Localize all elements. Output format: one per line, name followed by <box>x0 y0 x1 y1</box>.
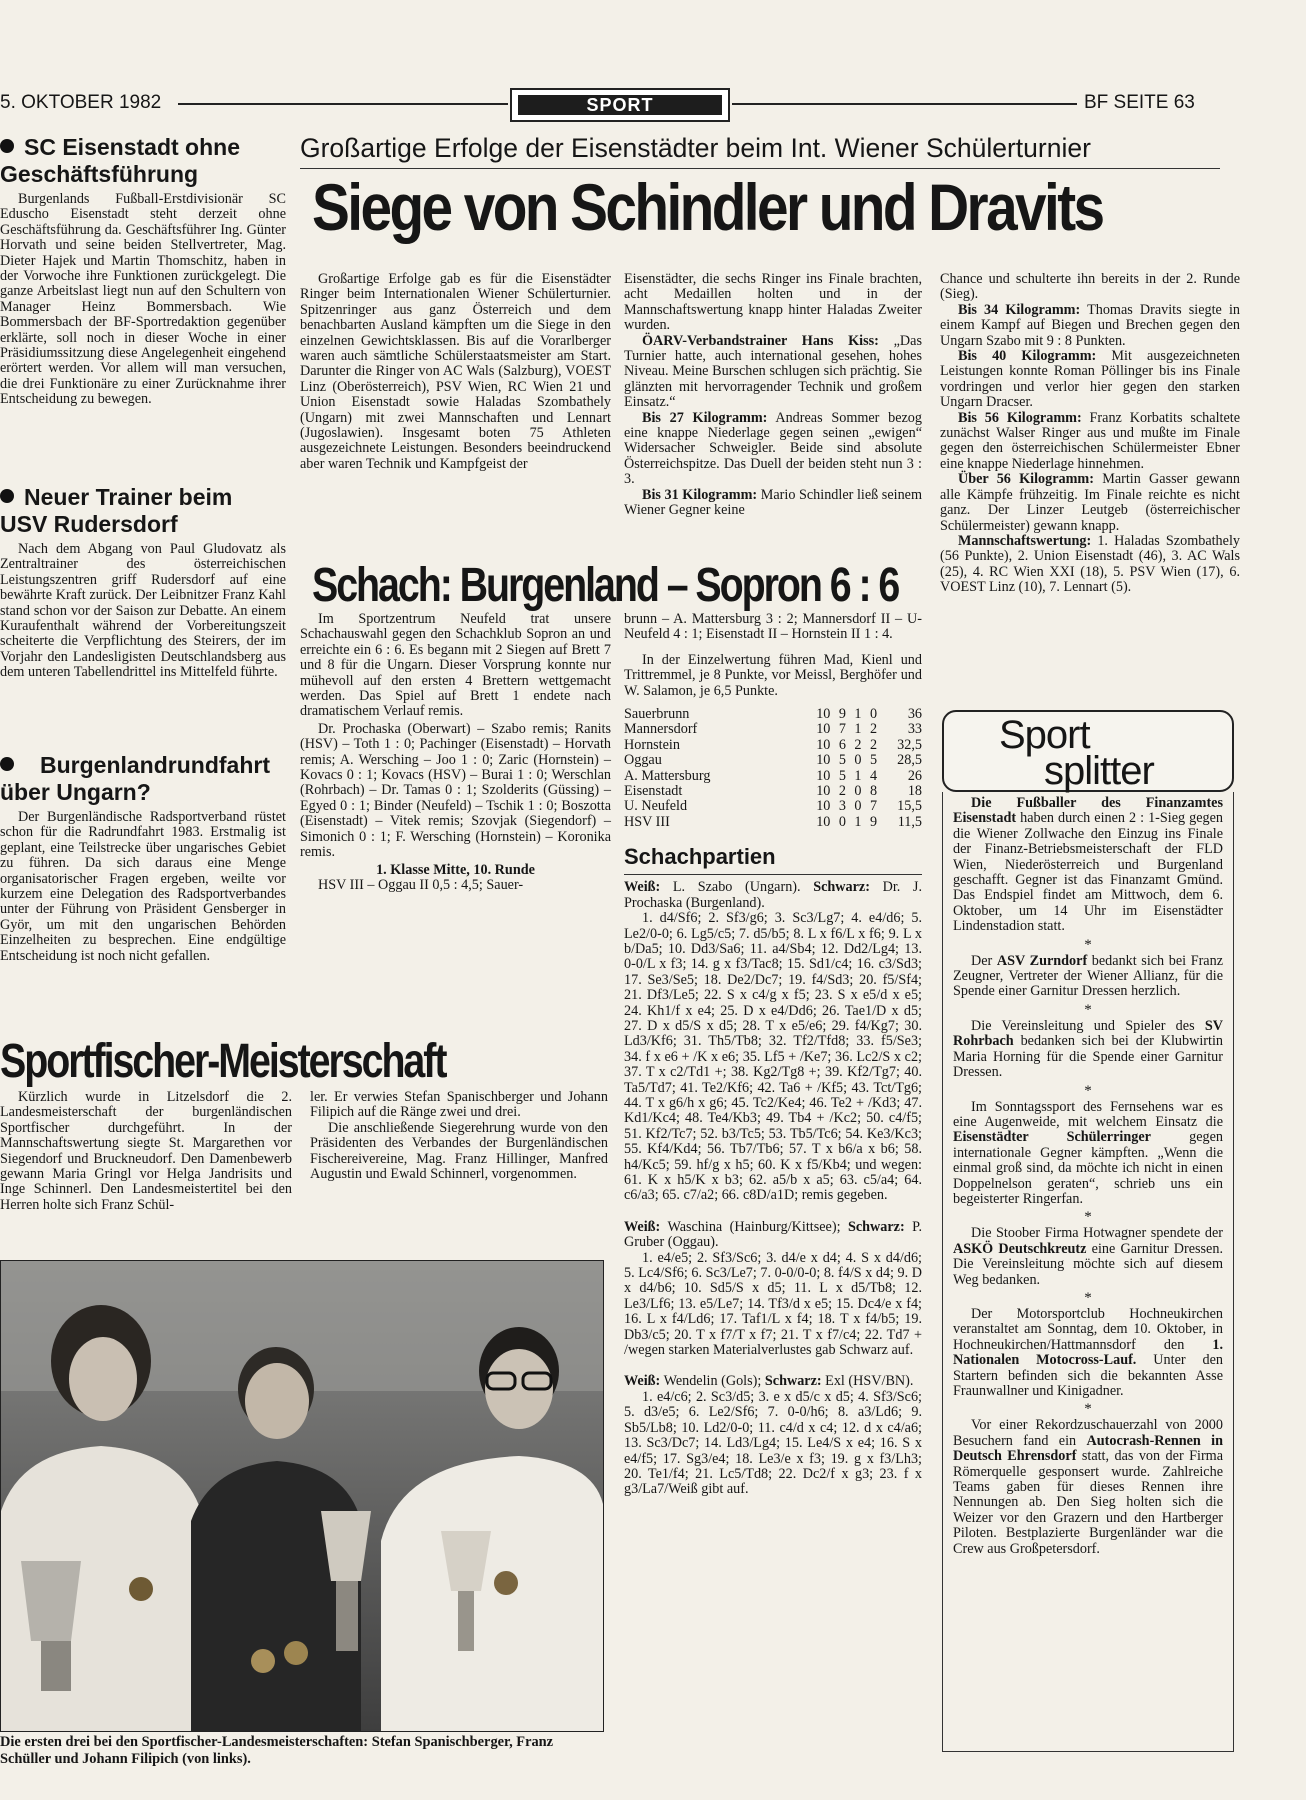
page-number: BF SEITE 63 <box>1084 92 1195 113</box>
standings-wins: 0 <box>838 813 846 830</box>
article-usv-rudersdorf <box>0 484 286 681</box>
star-separator: * <box>1084 1289 1092 1306</box>
standings-games: 10 <box>816 706 831 723</box>
standings-games: 10 <box>816 783 831 800</box>
star-separator: * <box>1084 1001 1092 1018</box>
standings-points: 15,5 <box>897 798 922 815</box>
standings-points: 11,5 <box>897 813 922 830</box>
schach-col-2 <box>624 612 922 1498</box>
ringer-col-3 <box>940 272 1240 596</box>
standings-row <box>624 753 922 768</box>
schach-col-1 <box>300 612 611 893</box>
standings-wins: 3 <box>838 798 846 815</box>
standings-row <box>624 769 922 784</box>
subheadline-rule <box>300 168 1220 169</box>
standings-draws: 0 <box>854 783 862 800</box>
sportsplitter-logo <box>942 710 1234 792</box>
sportfischer-headline: Sportfischer-Meisterschaft <box>0 1035 446 1088</box>
standings-row <box>624 784 922 799</box>
photo-illustration <box>1 1261 604 1732</box>
splitter-item: Die Stoober Firma Hotwagner spendete der ASKÖ Deutschkreutz eine Garnitur Dressen. Die Vereinsleitung möchte sich auf diesem Weg bedanken. <box>953 1225 1223 1288</box>
standings-row <box>624 707 922 722</box>
standings-wins: 2 <box>838 783 846 800</box>
standings-points: 36 <box>907 706 922 723</box>
issue-date: 5. OKTOBER 1982 <box>0 92 162 113</box>
splitter-item: Die Vereinsleitung und Spieler des SV Rohrbach bedanken sich bei der Klubwirtin Maria Horning für die Spende einer Garnitur Dressen. <box>953 1017 1224 1081</box>
standings-team: Eisenstadt <box>624 783 683 800</box>
ringer-text: Eisenstädter, die sechs Ringer ins Finale brachten, acht Medaillen holten und in der Mannschaftswertung knapp hinter Haladas Zweiter wurden. <box>624 271 922 334</box>
standings-losses: 8 <box>869 783 878 800</box>
sportfischer-text: ler. Er verwies Stefan Spanischberger und Johann Filipich auf die Ränge zwei und drei. <box>310 1089 608 1121</box>
sportfischer-col-1 <box>0 1090 292 1213</box>
standings-games: 10 <box>816 721 831 738</box>
header-rule-right <box>732 103 1077 105</box>
article-radrundfahrt <box>0 752 286 964</box>
star-separator: * <box>1084 1401 1092 1418</box>
standings-points: 32,5 <box>897 736 922 753</box>
game-3-moves: 1. e4/c6; 2. Sc3/d5; 3. e x d5/c x d5; 4. Sf3/Sc6; 5. d3/e5; 6. Le2/Sf6; 7. 0-0/h6; 8. a3/Ld6; 9. Sb5/Lb8; 10. Ld2/0-0; 11. c4/d x c4; 12. d x c4/a6; 13. Sc3/Dc7; 14. Ld3/Lg4; 15. Le4/S x e4; 16. S x e4/f5; 17. Sg3/e4; 18. Le3/e x f3; 19. g x f3/Lh3; 20. Te1/f4; 21. Lc5/Td8; 22. Dc2/f x g3; 23. f x g3/La7/Weiß gibt auf. <box>624 1388 922 1498</box>
standings-row <box>624 815 922 830</box>
standings-team: U. Neufeld <box>624 798 688 815</box>
star-separator: * <box>1084 1209 1092 1226</box>
standings-row <box>624 738 922 753</box>
sportsplitter-title-1: Sport <box>999 713 1090 757</box>
game-1-header: Weiß: L. Szabo (Ungarn). Schwarz: Dr. J. Prochaska (Burgenland). <box>624 879 923 911</box>
schach-headline: Schach: Burgenland – Sopron 6 : 6 <box>312 559 899 612</box>
article-title: Burgenlandrundfahrt über Ungarn? <box>0 752 270 805</box>
standings-wins: 5 <box>838 767 846 784</box>
bullet-icon <box>0 489 14 503</box>
schach-results: Dr. Prochaska (Oberwart) – Szabo remis; Ranits (HSV) – Toth 1 : 0; Pachinger (Eisenstadt) – Horvath remis; A. Wersching – Joo 1 : 0; Zaric (Hornstein) – Kovacs 0 : 1; Kovacs (HSV) – Burai 1 : 0; Werschlan (Rohrbach) – Dr. Tamas 0 : 1; Szolderits (Güssing) – Egyed 0 : 1; Binder (Neufeld) – Tschik 1 : 0; Boszotta (Eisenstadt) – Vitek remis; Szovjak (Siegendorf) – Simonich 0 : 1; F. Wersching (Hornstein) – Koronika remis. <box>300 720 611 861</box>
bullet-icon <box>0 139 14 153</box>
star-separator: * <box>1084 1082 1092 1099</box>
standings-games: 10 <box>816 798 831 815</box>
ringer-class-34: Bis 34 Kilogramm: Thomas Dravits siegte in einem Kampf auf Biegen und Brechen gegen den Ungarn Szabo mit 9 : 8 Punkten. <box>940 301 1240 349</box>
standings-points: 28,5 <box>897 752 922 769</box>
article-sc-eisenstadt <box>0 134 286 408</box>
splitter-item: Im Sonntagssport des Fernsehens war es eine Augenweide, mit welchem Einsatz die Eisenstädter Schülerringer gegen internationale Gegner kämpften. „Wenn die einmal groß sind, da möchte ich nicht in einen Doppelnelson geraten“, schrieb uns ein begeisterter Ringerfan. <box>953 1098 1223 1207</box>
sportsplitter-title-2: splitter <box>1044 749 1154 793</box>
standings-wins: 5 <box>838 752 846 769</box>
standings-points: 26 <box>907 767 922 784</box>
schach-round-title: 1. Klasse Mitte, 10. Runde <box>376 861 535 878</box>
sportfischer-text: Kürzlich wurde in Litzelsdorf die 2. Landesmeisterschaft der burgenländischen Sportfischer durchgeführt. In der Mannschaftswertung siegte St. Margarethen vor Siegendorf und Bruckneudorf. Den Damenbewerb gewann Maria Gringl vor Helga Jandrisits und Inge Schinnerl. Den Landesmeistertitel bei den Herren holte sich Franz Schül- <box>0 1089 292 1213</box>
schach-round-results-cont: brunn – A. Mattersburg 3 : 2; Mannersdorf II – U-Neufeld 4 : 1; Eisenstadt II – Hornstein II 1 : 4. <box>624 611 922 643</box>
section-label: SPORT <box>518 95 722 115</box>
splitter-item: Der Motorsportclub Hochneukirchen veranstaltet am Sonntag, dem 10. Oktober, in Hochneukirchen/Hattmannsdorf den 1. Nationalen Motocross-Lauf. Unter den Startern befinden sich die bekannten Asse Fraunwallner und Kinigadner. <box>953 1305 1223 1399</box>
ringer-class-over-56: Über 56 Kilogramm: Martin Gasser gewann alle Kämpfe frühzeitig. Im Finale reichte es nicht ganz. Der Linzer Leutgeb (österreichischer Schülermeister) gewann knapp. <box>940 471 1241 534</box>
ringer-col-2 <box>624 272 922 519</box>
standings-games: 10 <box>816 736 831 753</box>
ringer-team-ranking: Mannschaftswertung: 1. Haladas Szombathely (56 Punkte), 2. Union Eisenstadt (46), 3. AC Wals (25), 4. RC Wien XXI (18), 5. PSV Wien (17), 6. VOEST Linz (10), 7. Lennart (5). <box>940 532 1240 596</box>
standings-games: 10 <box>816 813 831 830</box>
standings-team: Oggau <box>624 752 662 769</box>
standings-draws: 1 <box>854 706 862 723</box>
star-separator: * <box>1084 936 1092 953</box>
schach-text: Im Sportzentrum Neufeld trat unsere Schachauswahl gegen den Schachklub Sopron an und erreichte ein 6 : 6. Es begann mit 2 Siegen auf Brett 7 und 8 für die Ungarn. Dieser Vorsprung konnte nur mühevoll auf den ersten 4 Brettern wettgemacht werden. Das Spiel auf Brett 1 endete nach dramatischem Verlauf remis. <box>300 611 611 720</box>
game-1-moves: 1. d4/Sf6; 2. Sf3/g6; 3. Sc3/Lg7; 4. e4/d6; 5. Le2/0-0; 6. Lg5/c5; 7. d5/b5; 8. L x f6/L x f6; 9. L x b/Da5; 10. Dd3/Sa6; 11. a4/Sb4; 12. Dd2/Lg4; 13. 0-0/L x f3; 14. g x f3/Tac8; 15. Sd1/c4; 16. c3/Sd3; 17. Se3/Se5; 18. De2/Dc7; 19. f4/Sd3; 20. f5/Sf4; 21. Df3/Le5; 22. S x c4/g x f5; 23. S x e5/d x e5; 24. Kh1/f x e4; 25. D x e4/Dd6; 26. Tae1/D x d5; 27. D x d5/S x d5; 28. T x e5/e6; 29. f4/Kg7; 30. Ld3/Kf6; 31. Th5/Tb8; 32. Tf2/Tfd8; 33. f5/Se3; 34. f x e6 + /K x e6; 35. Lf5 + /Ke7; 36. Lc2/S x c2; 37. T x c2/Td1 +; 38. Kg2/Tg8 +; 39. Kf2/Tg7; 40. Ta5/Td7; 41. Te2/Kf6; 42. Ta6 + /Kf5; 43. Tct/Tg6; 44. T x g6/h x g6; 45. Tc2/Ke4; 46. Te2 + /Kd3; 47. Kd1/Kc4; 48. Te4/Kb3; 49. Tb4 + /Kc2; 50. c4/f5; 51. Kf2/Tc7; 52. b3/Tc5; 53. Tb5/Tc6; 54. Ke3/Kc3; 55. Kf4/Kd4; 56. Tb7/Tb6; 57. T x b6/a x b6; 58. h4/Kc5; 59. hf/g x h5; 60. K x f5/Kb4; und wegen: 61. K x h5/K x b3; 62. a5/b x a5; 63. c5/a4; 64. c6/a3; 65. c7/a2; 66. c8D/a1D; remis gegeben. <box>624 910 922 1204</box>
standings-row <box>624 722 922 737</box>
schachpartien-rule <box>624 874 922 875</box>
standings-games: 10 <box>816 752 831 769</box>
standings-draws: 1 <box>854 767 862 784</box>
ringer-subheadline: Großartige Erfolge der Eisenstädter beim Int. Wiener Schülerturnier <box>300 133 1091 163</box>
sportfischer-col-2 <box>310 1090 608 1182</box>
standings-points: 18 <box>907 783 922 800</box>
standings-draws: 0 <box>854 752 862 769</box>
header-rule-left <box>178 103 508 105</box>
ringer-text: Chance und schulterte ihn bereits in der 2. Runde (Sieg). <box>940 271 1240 303</box>
standings-draws: 1 <box>854 721 862 738</box>
game-2-moves: 1. e4/e5; 2. Sf3/Sc6; 3. d4/e x d4; 4. S x d4/d6; 5. Lc4/Sf6; 6. Sc3/Le7; 7. 0-0/0-0; 8. f4/S x d4; 9. D x d4/b6; 10. Sd5/S x d5; 11. L x d5/Tb8; 12. Le3/Lf6; 13. e5/Le7; 14. Tf3/d x e5; 15. Dc4/e x f4; 16. L x f4/Ld6; 17. Taf1/L x f4; 18. T x f4/b5; 19. Db3/c5; 20. T x f7/T x f7; 21. T x f7/c4; 22. Td7 + /wegen starken Materialverlustes gab Schwarz auf. <box>624 1249 922 1359</box>
standings-team: Mannersdorf <box>624 721 698 738</box>
standings-losses: 0 <box>869 706 878 723</box>
standings-team: Hornstein <box>624 736 680 753</box>
schachpartien-title: Schachpartien <box>624 844 776 870</box>
sportfischer-text: Die anschließende Siegerehrung wurde von den Präsidenten des Verbandes der Burgenländischen Fischereivereine, Mag. Franz Hillinger, Manfred Augustin und Ewald Schinnerl, vorgenommen. <box>310 1119 608 1183</box>
ringer-quote: ÖARV-Verbandstrainer Hans Kiss: „Das Turnier hatte, auch international gesehen, hohes Niveau. Meine Burschen schlugen sich prächtig. Sie glänzten mit hervorragender Technik und großem Einsatz.“ <box>624 332 922 411</box>
ringer-class-27: Bis 27 Kilogramm: Andreas Sommer bezog eine knappe Niederlage gegen seinen „ewigen“ Widersacher Schweigler. Beide sind absolute Österreichspitze. Das Duell der beiden steht nun 3 : 3. <box>624 409 922 488</box>
standings-wins: 6 <box>838 736 846 753</box>
ringer-col-1 <box>300 272 611 472</box>
standings-losses: 2 <box>869 736 878 753</box>
schach-single-ranking: In der Einzelwertung führen Mad, Kienl und Trittremmel, je 8 Punkte, vor Meissl, Berghöfer und W. Salamon, je 6,5 Punkte. <box>624 651 922 699</box>
standings-team: Sauerbrunn <box>624 706 690 723</box>
standings-losses: 9 <box>869 813 878 830</box>
splitter-item: Vor einer Rekordzuschauerzahl von 2000 Besuchern fand ein Autocrash-Rennen in Deutsch Ehrensdorf statt, das von der Firma Römerquelle gesponsert wurde. Zahlreiche Teams gaben für dieses Rennen ihre Nennungen ab. Den Sieg holten sich die Weizer vor den Grazern und den Hartberger Piloten. Bestplazierte Burgenländer war die Crew aus Großpetersdorf. <box>953 1417 1223 1557</box>
article-body: Burgenlands Fußball-Erstdivisionär SC Eduscho Eisenstadt steht derzeit ohne Geschäftsführung da. Geschäftsführer Ing. Günter Horvath und seine beiden Stellvertreter, Mag. Dieter Hajek und Martin Thomschitz, haben in der Vorwoche ihre Funktionen zurückgelegt. Die ganze Arbeitslast liegt nun auf den Schultern von Manager Heinz Bommersbach. Wie Bommersbach der BF-Sportredaktion gegenüber erklärte, soll noch in dieser Woche in einer Präsidiumssitzung diese Angelegenheit eingehend erörtert werden. Vor allem will man versuchen, die drei Funktionäre zu einer Zurücknahme ihrer Entscheidung zu bewegen. <box>0 191 286 408</box>
standings-team: A. Mattersburg <box>624 767 711 784</box>
ringer-text: Großartige Erfolge gab es für die Eisenstädter Ringer beim Internationalen Wiener Schülerturnier. Spitzenringer aus ganz Österreich und dem benachbarten Ausland kämpften um die Siege in den einzelnen Gewichtsklassen. Bis auf die Vorarlberger waren auch sämtliche Schülerstaatsmeister am Start. Darunter die Ringer von AC Wals (Salzburg), VOEST Linz (Oberösterreich), PSV Wien, RC Wien 21 und Union Eisenstadt sowie Haladas Szombathely (Ungarn) mit zwei Mannschaften und Lennart (Jugoslawien). Insgesamt boten 75 Athleten ausgezeichnete Leistungen. Besonders beeindruckend aber waren Technik und Kampfgeist der <box>300 271 611 472</box>
sportsplitter-column <box>942 792 1234 1752</box>
standings-wins: 7 <box>838 721 846 738</box>
game-3-header: Weiß: Wendelin (Gols); Schwarz: Exl (HSV/BN). <box>624 1373 914 1390</box>
section-badge <box>510 88 730 122</box>
standings-points: 33 <box>907 721 922 738</box>
article-body: Nach dem Abgang von Paul Gludovatz als Zentraltrainer des österreichischen Leistungszentren griff Rudersdorf auf eine bewährte Kraft zurück. Der Leibnitzer Franz Kahl stand schon vor der Saison zur Debatte. An einem Kuraufenthalt während der Vorbereitungszeit scheiterte die Verpflichtung des Steirers, der im Vorjahr den Landesligisten Deutschlandsberg aus dem unteren Tabellendrittel ins Mittelfeld führte. <box>0 541 286 681</box>
bullet-icon <box>0 757 14 771</box>
standings-losses: 7 <box>869 798 878 815</box>
ringer-class-40: Bis 40 Kilogramm: Mit ausgezeichneten Leistungen konnte Roman Pöllinger bis ins Finale vordringen und verlor hier gegen den starken Ungarn Dracser. <box>940 348 1240 411</box>
ringer-class-31: Bis 31 Kilogramm: Mario Schindler ließ seinem Wiener Gegner keine <box>624 486 922 519</box>
photo-caption: Die ersten drei bei den Sportfischer-Landesmeisterschaften: Stefan Spanischberger, Franz Schüller und Johann Filipich (von links). <box>0 1734 554 1767</box>
standings-games: 10 <box>816 767 831 784</box>
standings-draws: 2 <box>854 736 862 753</box>
standings-row <box>624 799 922 814</box>
anglers-photo <box>0 1260 604 1732</box>
article-body: Der Burgenländische Radsportverband rüstet schon für die Radrundfahrt 1983. Erstmalig ist geplant, eine Teilstrecke über ungarisches Gebiet zu führen. Da sich daraus eine Menge organisatorischer Fragen ergeben, weilte vor kurzem eine Delegation des Radsportverbandes unter der Führung von Präsident Gensberger in Györ, um mit den ungarischen Behörden Einzelheiten zu besprechen. Eine endgültige Entscheidung ist noch nicht gefallen. <box>0 809 286 964</box>
ringer-headline: Siege von Schindler und Dravits <box>312 170 1103 244</box>
standings-losses: 2 <box>869 721 878 738</box>
schach-standings-table <box>624 707 922 830</box>
splitter-item: Die Fußballer des Finanzamtes Eisenstadt haben durch einen 2 : 1-Sieg gegen die Wiener Zollwache den Einzug ins Finale der Finanz-Betriebsmeisterschaft der FLD Wien, Niederösterreich und Burgenland geschafft. Gegner ist das Finanzamt Gmünd. Das Endspiel findet am Mittwoch, dem 6. Oktober, um 14 Uhr im Eisenstädter Lindenstadion statt. <box>953 795 1224 935</box>
splitter-item: Der ASV Zurndorf bedankt sich bei Franz Zeugner, Vertreter der Wiener Allianz, für die Spende einer Garnitur Dressen herzlich. <box>953 952 1223 1000</box>
standings-losses: 5 <box>869 752 878 769</box>
schach-round-results: HSV III – Oggau II 0,5 : 4,5; Sauer- <box>318 876 524 893</box>
game-2-header: Weiß: Waschina (Hainburg/Kittsee); Schwarz: P. Gruber (Oggau). <box>624 1218 923 1251</box>
article-title: Neuer Trainer beim USV Rudersdorf <box>0 484 233 537</box>
standings-draws: 1 <box>854 813 862 830</box>
standings-draws: 0 <box>854 798 862 815</box>
standings-wins: 9 <box>838 706 846 723</box>
ringer-class-56: Bis 56 Kilogramm: Franz Korbatits schaltete zunächst Walser Ringer aus und mußte im Finale gegen den österreichischen Schülermeister Ebner eine knappe Niederlage hinnehmen. <box>940 409 1240 472</box>
standings-losses: 4 <box>869 767 878 784</box>
article-title: SC Eisenstadt ohne Geschäftsführung <box>0 134 240 187</box>
standings-team: HSV III <box>624 813 670 830</box>
